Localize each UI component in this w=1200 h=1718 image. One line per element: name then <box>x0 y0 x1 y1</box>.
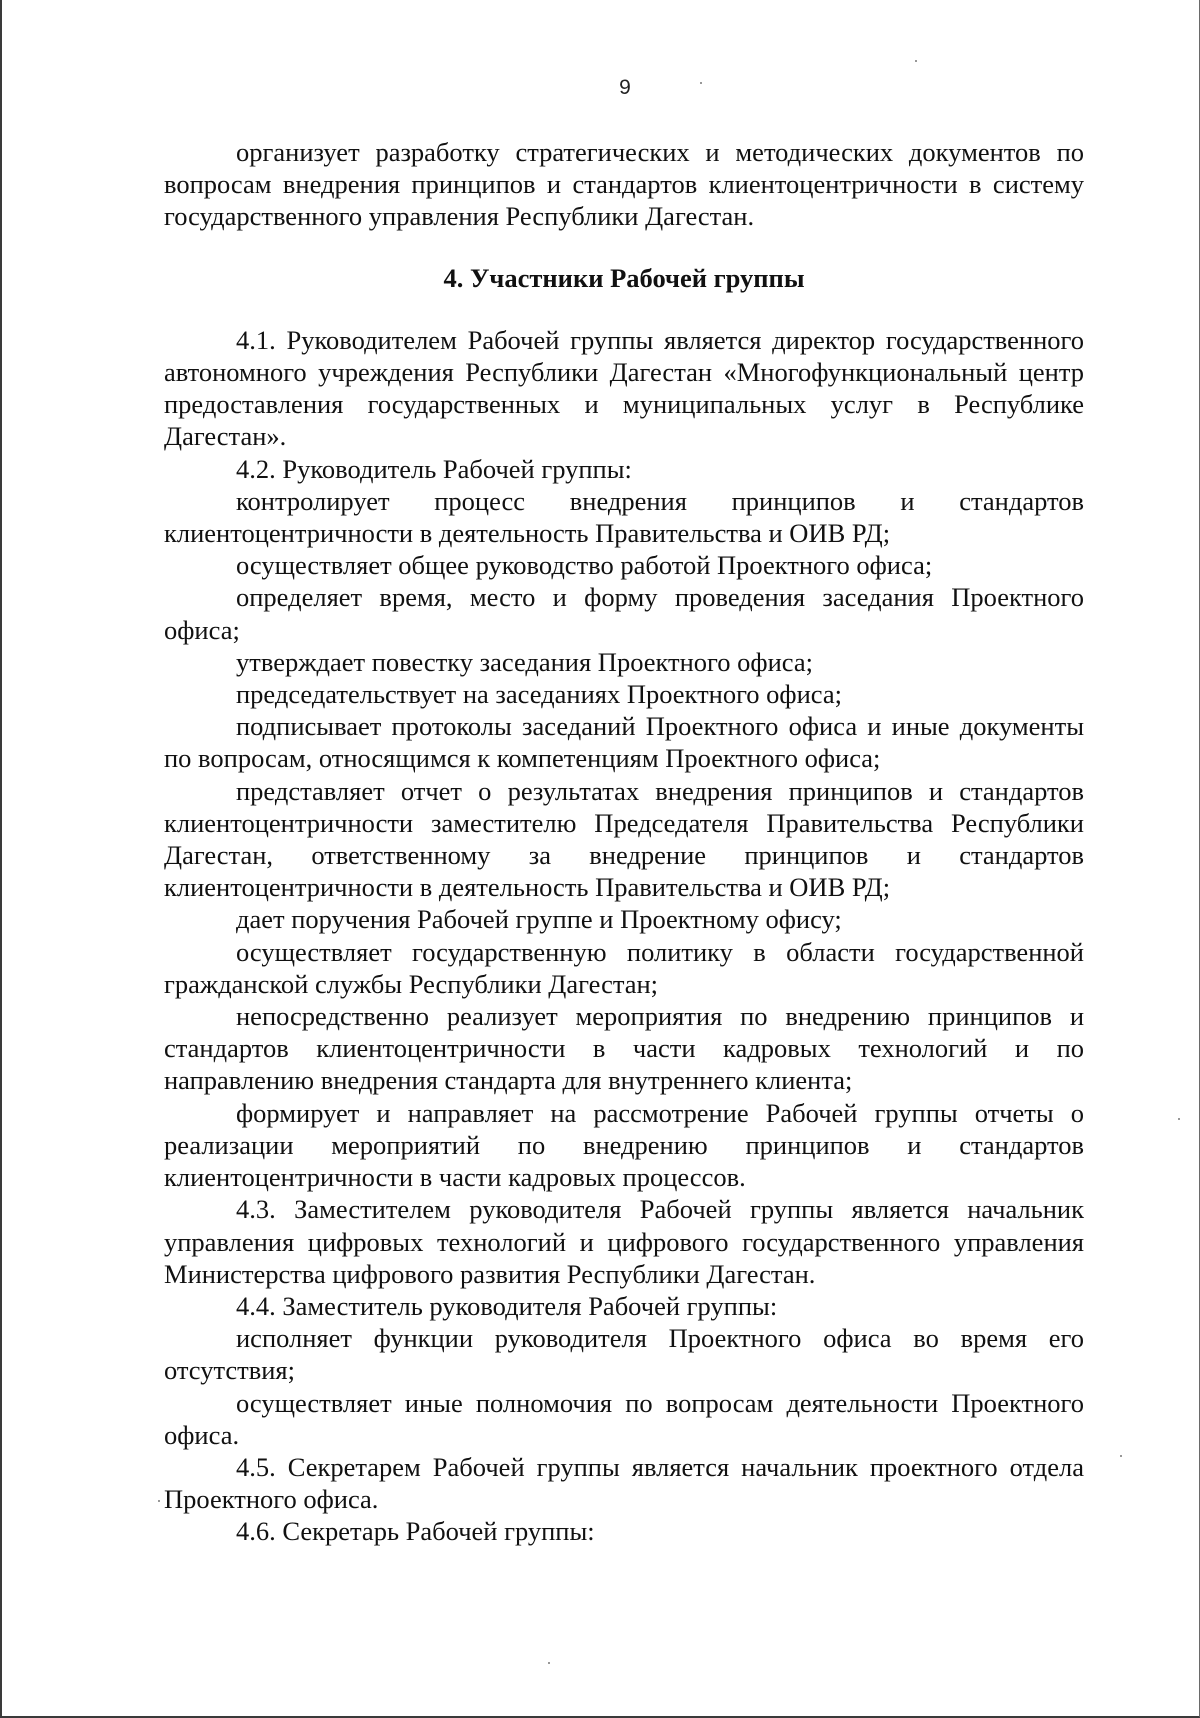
page-number: 9 <box>619 76 631 99</box>
scan-speck <box>1178 1118 1180 1120</box>
list-item: осуществляет иные полномочия по вопросам деятельности Проектного офиса. <box>164 1387 1084 1450</box>
list-item: подписывает протоколы заседаний Проектного офиса и иные документы по вопросам, относящимся к компетенциям Проектного офиса; <box>164 711 1084 774</box>
scan-speck <box>158 1500 160 1502</box>
list-item: представляет отчет о результатах внедрения принципов и стандартов клиентоцентричности заместителю Председателя Правительства Республики Дагестан, ответственному за внедрение принципов и стандартов клиентоцентричности в деятельность Правительства и ОИВ РД; <box>164 775 1084 903</box>
paragraph-4-3: 4.3. Заместителем руководителя Рабочей группы является начальник управления цифровых технологий и цифрового государственного управления Министерства цифрового развития Республики Дагестан. <box>164 1194 1084 1289</box>
list-item: осуществляет государственную политику в области государственной гражданской службы Республики Дагестан; <box>164 936 1084 999</box>
paragraph-4-2: 4.2. Руководитель Рабочей группы: <box>236 453 632 484</box>
list-item: определяет время, место и форму проведения заседания Проектного офиса; <box>164 582 1084 645</box>
paragraph-4-4: 4.4. Заместитель руководителя Рабочей группы: <box>236 1290 778 1321</box>
list-item: председательствует на заседаниях Проектного офиса; <box>236 679 842 710</box>
list-item: контролирует процесс внедрения принципов и стандартов клиентоцентричности в деятельность Правительства и ОИВ РД; <box>164 485 1084 549</box>
scan-speck <box>1120 1455 1122 1457</box>
section-heading: 4. Участники Рабочей группы <box>443 262 805 293</box>
list-item: исполняет функции руководителя Проектного офиса во время его отсутствия; <box>164 1323 1084 1386</box>
scan-speck <box>700 82 702 84</box>
list-item: дает поручения Рабочей группе и Проектному офису; <box>236 904 842 935</box>
scan-speck <box>548 1662 550 1664</box>
scan-speck <box>915 60 917 62</box>
intro-paragraph: организует разработку стратегических и методических документов по вопросам внедрения принципов и стандартов клиентоцентричности в систему государственного управления Республики Дагестан. <box>164 137 1084 232</box>
list-item: осуществляет общее руководство работой Проектного офиса; <box>236 550 933 581</box>
paragraph-4-6: 4.6. Секретарь Рабочей группы: <box>236 1516 595 1547</box>
document-body <box>164 136 1084 1548</box>
list-item: непосредственно реализует мероприятия по внедрению принципов и стандартов клиентоцентричности в части кадровых технологий и по направлению внедрения стандарта для внутреннего клиента; <box>164 1001 1084 1096</box>
paragraph-4-1: 4.1. Руководителем Рабочей группы является директор государственного автономного учреждения Республики Дагестан «Многофункциональный центр предоставления государственных и муниципальных услуг в Республике Дагестан». <box>164 324 1084 452</box>
list-item: формирует и направляет на рассмотрение Рабочей группы отчеты о реализации мероприятий по внедрению принципов и стандартов клиентоцентричности в части кадровых процессов. <box>164 1097 1084 1193</box>
list-item: утверждает повестку заседания Проектного офиса; <box>236 646 813 677</box>
paragraph-4-5: 4.5. Секретарем Рабочей группы является начальник проектного отдела Проектного офиса. <box>164 1451 1084 1515</box>
